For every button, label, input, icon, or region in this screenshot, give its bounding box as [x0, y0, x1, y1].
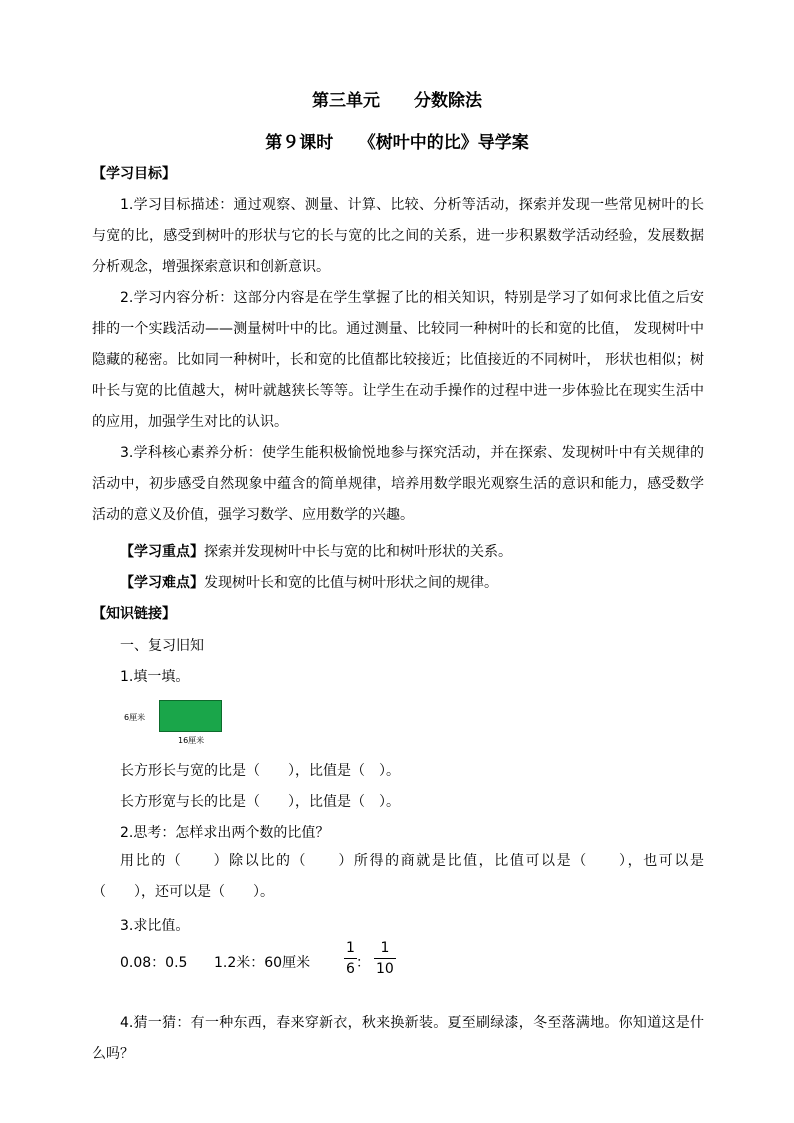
question-1a: 长方形长与宽的比是（ ），比值是（ ）。 — [120, 763, 400, 779]
question-2: 2.思考：怎样求出两个数的比值？ — [120, 825, 330, 841]
question-3: 3.求比值。 — [120, 918, 190, 934]
goal-paragraph-1: 1.学习目标描述：通过观察、测量、计算、比较、分析等活动，探索并发现一些常见树叶的长与宽的比，感受到树叶的形状与它的长与宽的比之间的关系，进一步积累数学活动经验，发展数据分析观念，增强探索意识和创新意识。 — [92, 197, 704, 275]
ratio-colon: ： — [356, 955, 370, 971]
rect-width-label: 6厘米 — [124, 713, 146, 722]
rect-length-label: 16厘米 — [178, 736, 205, 745]
fraction-numerator: 1 — [380, 940, 390, 956]
goal-paragraph-3: 3.学科核心素养分析：使学生能积极愉悦地参与探究活动，并在探索、发现树叶中有关规律的活动中，初步感受自然现象中蕴含的简单规律，培养用数学眼光观察生活的意识和能力，感受数学活动的意义及价值，强学习数学、应用数学的兴趣。 — [92, 445, 704, 523]
unit-title: 第三单元 分数除法 — [312, 91, 482, 111]
difficult-point-text: 发现树叶长和宽的比值与树叶形状之间的规律。 — [204, 575, 498, 591]
goals-heading: 【学习目标】 — [92, 166, 176, 182]
key-point-text: 探索并发现树叶中长与宽的比和树叶形状的关系。 — [204, 544, 512, 560]
fraction-bar — [374, 958, 396, 959]
question-2-text: 用比的（ ）除以比的（ ）所得的商就是比值，比值可以是（ ），也可以是（ ），还可以是（ ）。 — [92, 853, 704, 900]
lesson-title: 第９课时 《树叶中的比》导学案 — [265, 133, 529, 153]
question-4: 4.猜一猜：有一种东西，春来穿新衣，秋来换新装。夏至刷绿漆，冬至落满地。你知道这是什么吗？ — [92, 1015, 704, 1062]
fraction-one-tenth — [374, 940, 396, 977]
goal-paragraph-2: 2.学习内容分析：这部分内容是在学生掌握了比的相关知识，特别是学习了如何求比值之后安排的一个实践活动——测量树叶中的比。通过测量、比较同一种树叶的长和宽的比值， 发现树叶中隐藏的秘密。比如同一种树叶，长和宽的比值都比较接近；比值接近的不同树叶， 形状也相似；树叶长与宽的比值越大，树叶就越狭长等等。让学生在动手操作的过程中进一步体验比在现实生活中的应用，加强学生对比的认识。 — [92, 290, 704, 430]
ratio-a: 0.08：0.5 — [120, 955, 188, 971]
key-point — [120, 541, 512, 561]
key-point-label: 【学习重点】 — [120, 544, 204, 560]
green-rectangle — [159, 700, 222, 732]
difficult-point-label: 【学习难点】 — [120, 575, 204, 591]
question-1: 1.填一填。 — [120, 669, 190, 685]
ratio-b: 1.2米：60厘米 — [214, 955, 311, 971]
review-heading: 一、复习旧知 — [120, 638, 204, 654]
fraction-denominator: 10 — [376, 961, 394, 977]
question-1b: 长方形宽与长的比是（ ），比值是（ ）。 — [120, 794, 400, 810]
links-heading: 【知识链接】 — [92, 606, 176, 622]
difficult-point — [120, 572, 498, 592]
fraction-one-sixth — [344, 940, 357, 977]
fraction-denominator: 6 — [346, 961, 355, 977]
fraction-numerator: 1 — [346, 940, 355, 956]
fraction-bar — [344, 958, 357, 959]
